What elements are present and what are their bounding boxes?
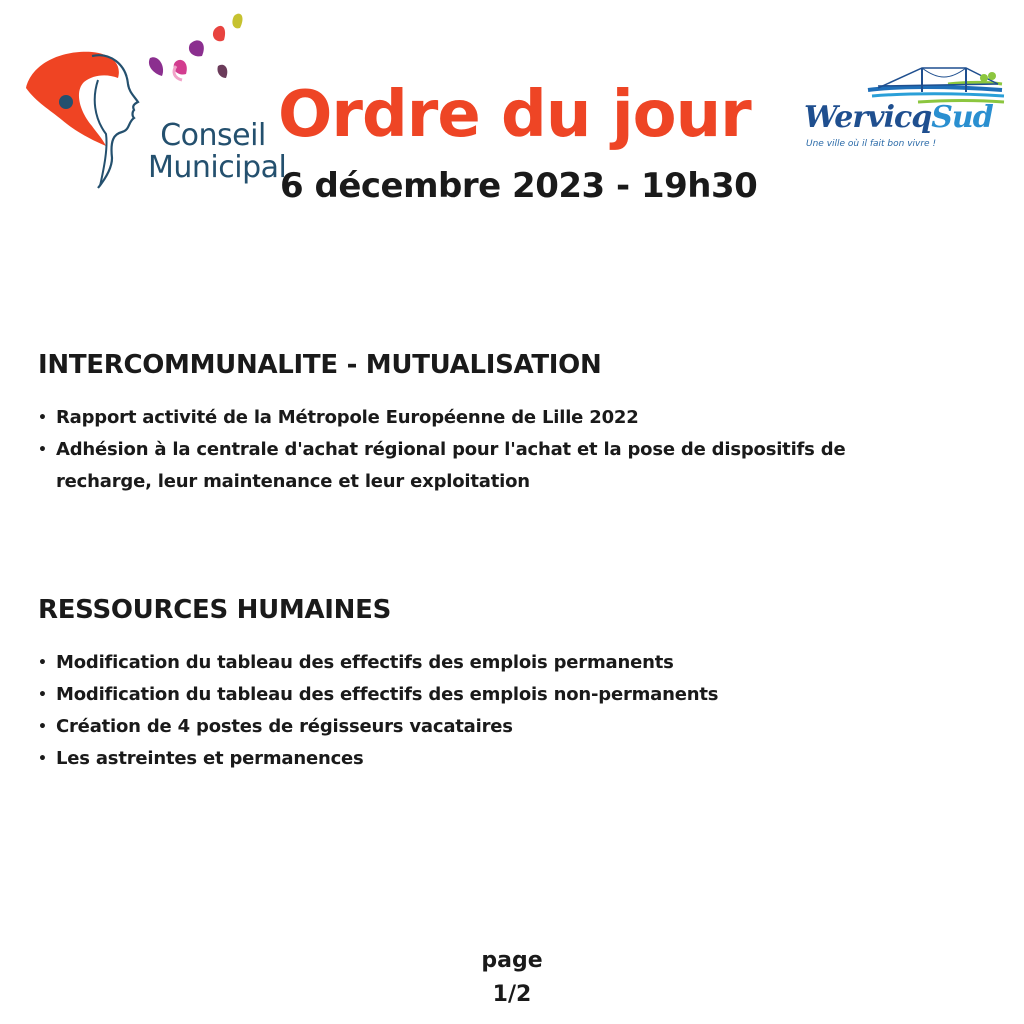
brand-tagline: Une ville où il fait bon vivre !	[806, 139, 937, 149]
section-intercommunalite	[38, 350, 938, 498]
logo-line-conseil: Conseil	[160, 118, 266, 153]
page-indicator	[462, 944, 562, 1012]
brand-part1: Wervicq	[804, 100, 932, 135]
brand-part2: Sud	[931, 100, 993, 135]
logo-line-municipal: Municipal	[148, 150, 287, 185]
section-heading: RESSOURCES HUMAINES	[38, 595, 392, 625]
agenda-list	[38, 402, 938, 498]
conseil-municipal-wordmark	[148, 118, 287, 185]
agenda-item: • Création de 4 postes de régisseurs vacataires	[38, 711, 938, 743]
wervicq-sud-logo	[798, 60, 1008, 160]
meeting-date: 6 décembre 2023 - 19h30	[280, 166, 758, 206]
section-heading: INTERCOMMUNALITE - MUTUALISATION	[38, 350, 602, 380]
page-title: Ordre du jour	[278, 78, 751, 152]
page-number: 1/2	[492, 982, 532, 1007]
agenda-item: • Modification du tableau des effectifs des emplois permanents	[38, 647, 938, 679]
agenda-item: • Rapport activité de la Métropole Européenne de Lille 2022	[38, 402, 938, 434]
page-label: page	[481, 948, 543, 973]
conseil-municipal-logo	[22, 8, 287, 198]
agenda-item: • Modification du tableau des effectifs des emplois non-permanents	[38, 679, 938, 711]
brand-wordmark	[804, 100, 993, 135]
agenda-list	[38, 647, 938, 775]
agenda-item: • Les astreintes et permanences	[38, 743, 938, 775]
agenda-item: • Adhésion à la centrale d'achat régional pour l'achat et la pose de dispositifs de recharge, leur maintenance et leur exploitation	[38, 434, 936, 498]
section-ressources-humaines	[38, 595, 938, 775]
